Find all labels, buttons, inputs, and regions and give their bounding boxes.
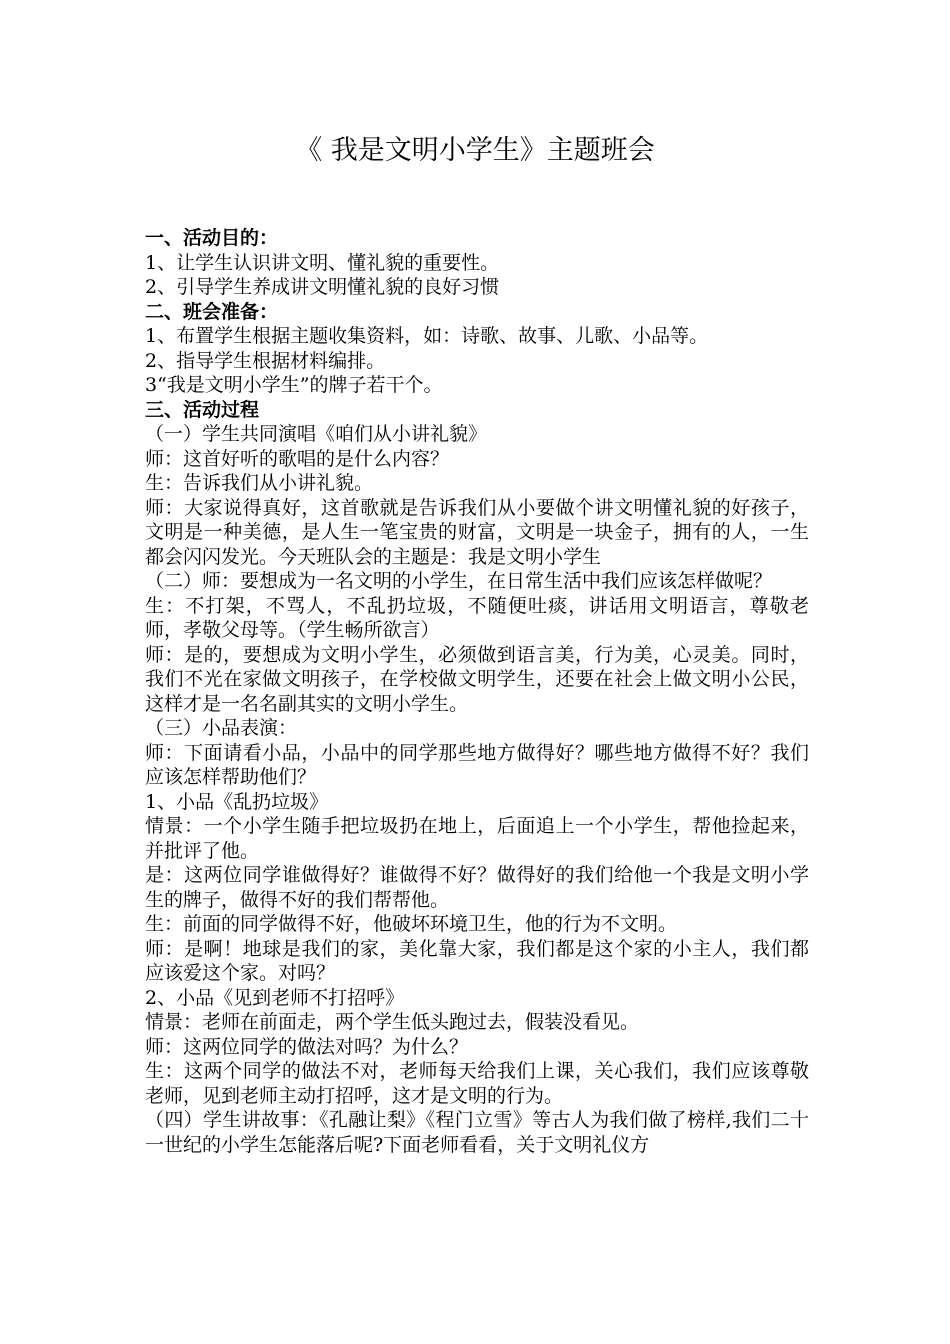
paragraph: 情景：一个小学生随手把垃圾扔在地上，后面追上一个小学生，帮他捡起来，并批评了他。: [145, 815, 809, 862]
paragraph: （三）小品表演：: [145, 717, 298, 739]
paragraph: 是：这两位同学谁做得好？谁做得不好？做得好的我们给他一个我是文明小学生的牌子，做得不好的我们帮帮他。: [145, 864, 809, 911]
paragraph: 师：是的，要想成为文明小学生，必须做到语言美，行为美，心灵美。同时，我们不光在家做文明孩子，在学校做文明学生，还要在社会上做文明小公民，这样才是一名名副其实的文明小学生。: [145, 643, 809, 715]
paragraph: （一）学生共同演唱《咱们从小讲礼貌》: [145, 423, 488, 445]
paragraph: 情景：老师在前面走，两个学生低头跑过去，假装没看见。: [145, 1011, 640, 1033]
paragraph: （二）师：要想成为一名文明的小学生，在日常生活中我们应该怎样做呢？: [145, 570, 773, 592]
paragraph: 师：这首好听的歌唱的是什么内容？: [145, 447, 450, 470]
paragraph: 1、小品《乱扔垃圾》: [145, 790, 329, 813]
paragraph: 师：下面请看小品，小品中的同学那些地方做得好？哪些地方做得不好？我们应该怎样帮助他们？: [145, 741, 809, 788]
section-heading: 二、班会准备：: [145, 300, 279, 323]
paragraph: 生：这两个同学的做法不对，老师每天给我们上课，关心我们，我们应该尊敬老师，见到老师主动打招呼，这才是文明的行为。: [145, 1060, 809, 1107]
section-heading: 一、活动目的：: [145, 227, 279, 249]
paragraph: 1、让学生认识讲文明、懂礼貌的重要性。: [145, 251, 500, 274]
paragraph: 3“我是文明小学生”的牌子若干个。: [145, 374, 443, 396]
section-heading: 三、活动过程: [145, 398, 260, 421]
document-body: [145, 226, 809, 1157]
paragraph: 生：前面的同学做得不好，他破坏环境卫生，他的行为不文明。: [145, 913, 678, 935]
paragraph: 2、小品《见到老师不打招呼》: [145, 986, 405, 1009]
paragraph: 师：这两位同学的做法对吗？为什么？: [145, 1035, 469, 1058]
paragraph: 师：大家说得真好，这首歌就是告诉我们从小要做个讲文明懂礼貌的好孩子，文明是一种美德，是人生一笔宝贵的财富，文明是一块金子，拥有的人，一生都会闪闪发光。今天班队会的主题是：我是文明小学生: [145, 496, 809, 568]
paragraph: 2、引导学生养成讲文明懂礼貌的良好习惯: [145, 276, 500, 298]
paragraph: 1、布置学生根据主题收集资料，如：诗歌、故事、儿歌、小品等。: [145, 325, 709, 347]
paragraph: 师：是啊！地球是我们的家，美化靠大家，我们都是这个家的小主人，我们都应该爱这个家。对吗？: [145, 937, 809, 984]
paragraph: （四）学生讲故事：《孔融让梨》《程门立雪》等古人为我们做了榜样,我们二十一世纪的小学生怎能落后呢?下面老师看看，关于文明礼仪方: [145, 1109, 809, 1156]
document-title: 《 我是文明小学生》主题班会: [295, 135, 655, 166]
paragraph: 生：不打架，不骂人，不乱扔垃圾，不随便吐痰，讲话用文明语言，尊敬老师，孝敬父母等。（学生畅所欲言）: [145, 594, 809, 641]
paragraph: 2、指导学生根据材料编排。: [145, 349, 386, 372]
paragraph: 生：告诉我们从小讲礼貌。: [145, 472, 374, 494]
